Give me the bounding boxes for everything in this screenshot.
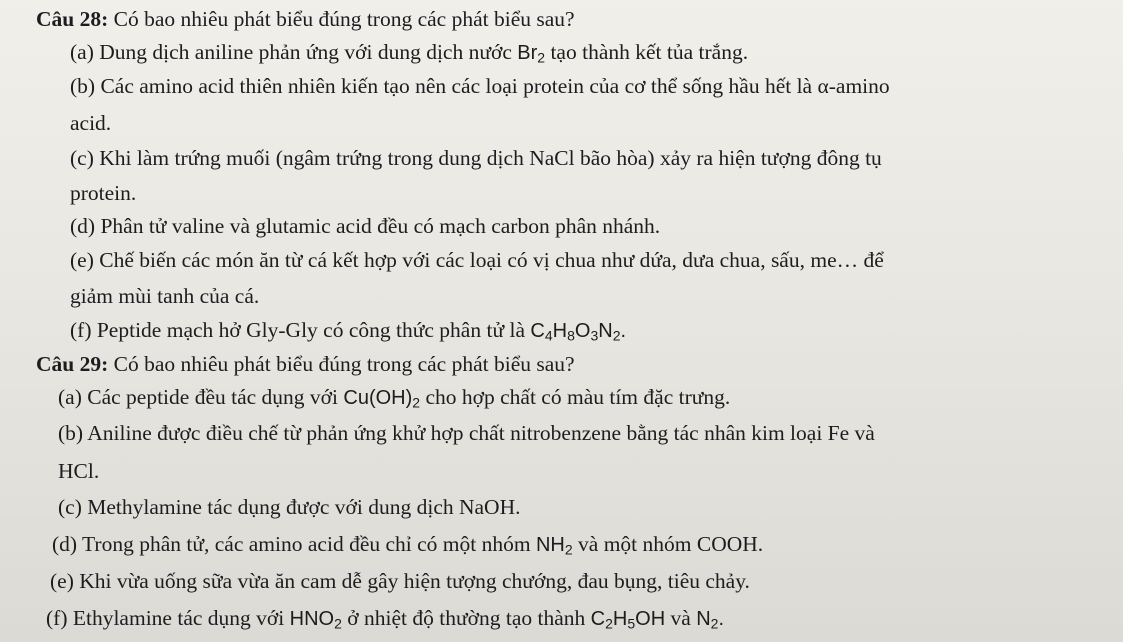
- q29-statement-d: (d) Trong phân tử, các amino acid đều chỉ có một nhóm $NH_2$ và một nhóm COOH.: [52, 532, 764, 558]
- q29-d-formula: $NH_2$: [535, 534, 573, 558]
- q28-statement-e-line2: giảm mùi tanh của cá.: [70, 284, 260, 308]
- q28-statement-a: (a) Dung dịch aniline phản ứng với dung dịch nước $Br_2$ tạo thành kết tủa trắng.: [70, 40, 749, 66]
- q28-statement-b-line1: (b) Các amino acid thiên nhiên kiến tạo nên các loại protein của cơ thể sống hầu hết là α-amino: [70, 74, 890, 98]
- q28-label: Câu 28:: [36, 7, 109, 31]
- q28-statement-c-line1: (c) Khi làm trứng muối (ngâm trứng trong dung dịch NaCl bão hòa) xảy ra hiện tượng đông tụ: [70, 146, 882, 170]
- q28-statement-e-line1: (e) Chế biến các món ăn từ cá kết hợp với các loại có vị chua như dứa, dưa chua, sấu, me… để: [70, 248, 884, 272]
- q28-statement-b-line2: acid.: [70, 111, 112, 135]
- q29-heading: [36, 351, 575, 377]
- q29-statement-b-line2: HCl.: [58, 459, 100, 483]
- q28-statement-d: (d) Phân tử valine và glutamic acid đều có mạch carbon phân nhánh.: [70, 214, 661, 238]
- q29-statement-b-line1: (b) Aniline được điều chế từ phản ứng khử hợp chất nitrobenzene bằng tác nhân kim loại Fe và: [58, 421, 875, 445]
- q29-f-ethanol-formula: $C_2H_5OH$: [590, 608, 666, 632]
- q29-statement-f: (f) Ethylamine tác dụng với $HNO_2$ ở nhiệt độ thường tạo thành $C_2H_5OH$ và $N_2$.: [46, 606, 724, 632]
- q29-prompt: Có bao nhiêu phát biểu đúng trong các phát biểu sau?: [113, 352, 575, 376]
- q28-heading: [36, 6, 575, 32]
- q29-statement-a: (a) Các peptide đều tác dụng với $Cu(OH)_2$ cho hợp chất có màu tím đặc trưng.: [58, 385, 731, 411]
- q28-statement-f: (f) Peptide mạch hở Gly-Gly có công thức phân tử là $C_4H_8O_3N_2$.: [70, 318, 627, 344]
- q28-f-formula: $C_4H_8O_3N_2$.: [530, 320, 627, 344]
- q29-statement-c: (c) Methylamine tác dụng được với dung dịch NaOH.: [58, 495, 521, 519]
- q29-label: Câu 29:: [36, 352, 109, 376]
- q28-prompt: Có bao nhiêu phát biểu đúng trong các phát biểu sau?: [113, 7, 575, 31]
- q28-a-formula: $Br_2$: [517, 42, 546, 66]
- q29-a-formula: $Cu(OH)_2$: [343, 387, 421, 411]
- q29-f-n2-formula: $N_2$.: [696, 608, 724, 632]
- q28-statement-c-line2: protein.: [70, 181, 137, 205]
- q29-statement-e: (e) Khi vừa uống sữa vừa ăn cam dễ gây hiện tượng chướng, đau bụng, tiêu chảy.: [50, 569, 750, 593]
- q29-f-hno2-formula: $HNO_2$: [289, 608, 342, 632]
